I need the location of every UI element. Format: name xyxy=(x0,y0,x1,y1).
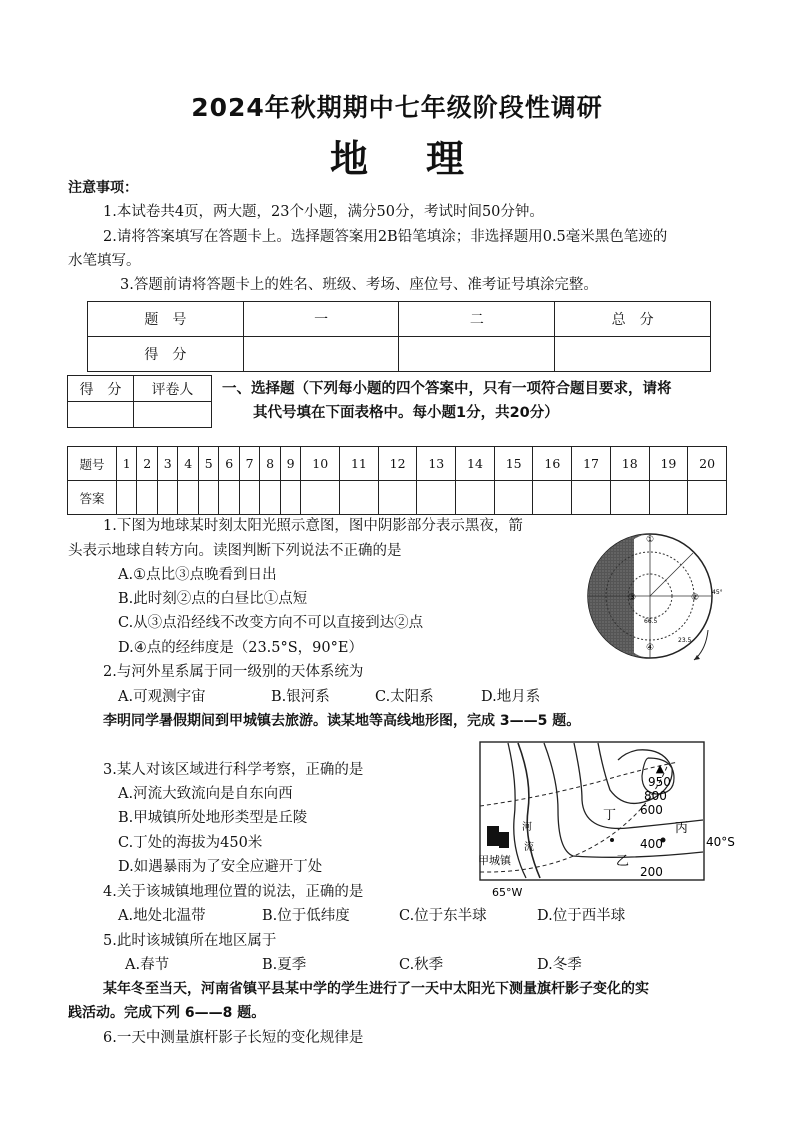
answer-table-number: 13 xyxy=(417,447,456,481)
answer-cell[interactable] xyxy=(157,481,177,515)
contour-label-200: 200 xyxy=(640,865,663,879)
point-2-label: ② xyxy=(691,593,700,603)
notes-heading: 注意事项： xyxy=(68,180,138,196)
label-lon: 65°W xyxy=(492,886,523,899)
answer-table-number: 15 xyxy=(494,447,533,481)
score-header-part2: 二 xyxy=(399,302,555,337)
score-row-label: 得 分 xyxy=(88,337,244,372)
q3-option-d: D.如遇暴雨为了安全应避开丁处 xyxy=(118,859,323,875)
score-header-part1: 一 xyxy=(243,302,399,337)
note-2: 2.请将答案填写在答题卡上。选择题答案用2B铅笔填涂；非选择题用0.5毫米黑色笔迹的 xyxy=(103,229,668,245)
note-1: 1.本试卷共4页，两大题，23个小题，满分50分，考试时间50分钟。 xyxy=(103,204,544,220)
grader-score-cell[interactable] xyxy=(68,402,134,428)
illumination-figure xyxy=(578,528,728,664)
angle-235-label: 23.5 xyxy=(678,637,692,644)
score-cell-part2[interactable] xyxy=(399,337,555,372)
answer-table-number: 7 xyxy=(239,447,259,481)
q2-option-d: D.地月系 xyxy=(481,689,541,705)
q5-option-c: C.秋季 xyxy=(399,957,444,973)
q3-option-a: A.河流大致流向是自东向西 xyxy=(118,786,293,802)
point-3-label: ③ xyxy=(628,593,637,603)
q3-stem: 3.某人对该区域进行科学考察，正确的是 xyxy=(103,762,364,778)
answer-table-number: 8 xyxy=(260,447,280,481)
answer-table-number: 19 xyxy=(649,447,688,481)
q5-option-b: B.夏季 xyxy=(262,957,307,973)
q4-stem: 4.关于该城镇地理位置的说法，正确的是 xyxy=(103,884,364,900)
intro-q6-8: 某年冬至当天，河南省镇平县某中学的学生进行了一天中太阳光下测量旗杆影子变化的实 xyxy=(103,981,649,997)
score-cell-total[interactable] xyxy=(555,337,711,372)
answer-table-answer-label: 答案 xyxy=(68,481,117,515)
answer-table-number: 6 xyxy=(219,447,239,481)
answer-cell[interactable] xyxy=(378,481,417,515)
label-town: 甲城镇 xyxy=(478,854,511,867)
answer-table-number-label: 题号 xyxy=(68,447,117,481)
q1-option-b: B.此时刻②点的白昼比①点短 xyxy=(118,591,308,607)
label-lat: 40°S xyxy=(706,835,735,849)
contour-label-800: 800 xyxy=(644,789,667,803)
answer-cell[interactable] xyxy=(260,481,280,515)
q1-stem: 1.下图为地球某时刻太阳光照示意图，图中阴影部分表示黑夜，箭 xyxy=(103,518,523,534)
q1-option-a: A.①点比③点晚看到日出 xyxy=(118,567,277,583)
q1-option-c: C.从③点沿经线不改变方向不可以直接到达②点 xyxy=(118,615,424,631)
label-bing: 丙 xyxy=(675,821,689,836)
answer-table-number: 3 xyxy=(157,447,177,481)
angle-665-label: 66.5 xyxy=(644,618,658,625)
score-cell-part1[interactable] xyxy=(243,337,399,372)
answer-table-number: 9 xyxy=(280,447,300,481)
answer-table xyxy=(67,446,727,515)
q6-stem: 6.一天中测量旗杆影子长短的变化规律是 xyxy=(103,1030,364,1046)
answer-table-number: 10 xyxy=(301,447,340,481)
rotation-arrow-head xyxy=(694,655,700,660)
contour-label-600: 600 xyxy=(640,803,663,817)
answer-cell[interactable] xyxy=(688,481,727,515)
contour-point-400 xyxy=(610,838,614,842)
label-yi: 乙 xyxy=(616,854,630,869)
grader-name-cell[interactable] xyxy=(133,402,211,428)
map-frame xyxy=(480,742,704,880)
angle-45-label: 45° xyxy=(712,589,723,596)
answer-cell[interactable] xyxy=(198,481,218,515)
section1-heading: 一、选择题（下列每小题的四个答案中，只有一项符合题目要求，请将 xyxy=(222,381,672,397)
answer-table-number: 2 xyxy=(137,447,157,481)
q2-option-b: B.银河系 xyxy=(271,689,330,705)
note-2-cont: 水笔填写。 xyxy=(68,253,141,269)
answer-cell[interactable] xyxy=(219,481,239,515)
answer-cell[interactable] xyxy=(610,481,649,515)
q3-option-c: C.丁处的海拔为450米 xyxy=(118,835,263,851)
q1-stem-cont: 头表示地球自转方向。读图判断下列说法不正确的是 xyxy=(68,543,402,559)
answer-table-number: 1 xyxy=(117,447,137,481)
contour-map xyxy=(478,740,740,900)
grader-name-label: 评卷人 xyxy=(133,376,211,402)
point-4-label: ④ xyxy=(646,643,655,653)
note-3: 3.答题前请将答题卡上的姓名、班级、考场、座位号、准考证号填涂完整。 xyxy=(120,277,598,293)
q4-option-d: D.位于西半球 xyxy=(537,908,626,924)
town-block-2 xyxy=(499,832,509,848)
exam-title: 2024年秋期期中七年级阶段性调研 xyxy=(191,93,603,122)
answer-cell[interactable] xyxy=(456,481,495,515)
answer-table-number: 12 xyxy=(378,447,417,481)
answer-table-number: 4 xyxy=(178,447,198,481)
q2-stem: 2.与河外星系属于同一级别的天体系统为 xyxy=(103,664,364,680)
answer-cell[interactable] xyxy=(178,481,198,515)
q4-option-c: C.位于东半球 xyxy=(399,908,487,924)
q5-option-d: D.冬季 xyxy=(537,957,582,973)
q1-option-d: D.④点的经纬度是（23.5°S，90°E） xyxy=(118,640,363,656)
answer-cell[interactable] xyxy=(572,481,611,515)
q2-option-c: C.太阳系 xyxy=(375,689,434,705)
q3-option-b: B.甲城镇所处地形类型是丘陵 xyxy=(118,810,308,826)
grader-score-label: 得 分 xyxy=(68,376,134,402)
town-block-1 xyxy=(487,826,499,846)
q2-option-a: A.可观测宇宙 xyxy=(118,689,206,705)
answer-cell[interactable] xyxy=(117,481,137,515)
score-header-label: 题 号 xyxy=(88,302,244,337)
answer-cell[interactable] xyxy=(340,481,379,515)
answer-table-number: 17 xyxy=(572,447,611,481)
answer-table-number: 20 xyxy=(688,447,727,481)
q4-option-a: A.地处北温带 xyxy=(118,908,206,924)
q5-option-a: A.春节 xyxy=(125,957,170,973)
peak-marker: ▲ xyxy=(655,762,665,775)
answer-cell[interactable] xyxy=(649,481,688,515)
answer-cell[interactable] xyxy=(494,481,533,515)
contour-label-950: 950 xyxy=(648,775,671,789)
subject-title: 地理 xyxy=(329,137,522,181)
q5-stem: 5.此时该城镇所在地区属于 xyxy=(103,933,277,949)
q4-option-b: B.位于低纬度 xyxy=(262,908,350,924)
answer-cell[interactable] xyxy=(417,481,456,515)
answer-cell[interactable] xyxy=(239,481,259,515)
score-table xyxy=(87,301,711,372)
answer-cell[interactable] xyxy=(280,481,300,515)
score-header-total: 总 分 xyxy=(555,302,711,337)
contour-label-400: 400 xyxy=(640,837,663,851)
intro-q3-5: 李明同学暑假期间到甲城镇去旅游。读某地等高线地形图，完成 3——5 题。 xyxy=(103,713,581,729)
point-1-label: ① xyxy=(646,535,655,545)
label-river-2: 流 xyxy=(524,842,534,853)
answer-table-number: 11 xyxy=(340,447,379,481)
answer-cell[interactable] xyxy=(137,481,157,515)
answer-table-number: 14 xyxy=(456,447,495,481)
label-river-1: 河 xyxy=(522,822,532,833)
section1-heading-cont: 其代号填在下面表格中。每小题1分，共20分） xyxy=(253,405,559,421)
label-ding: 丁 xyxy=(603,808,617,823)
answer-cell[interactable] xyxy=(533,481,572,515)
grader-box xyxy=(67,375,212,428)
intro-q6-8-cont: 践活动。完成下列 6——8 题。 xyxy=(68,1005,266,1021)
answer-table-number: 16 xyxy=(533,447,572,481)
answer-table-number: 18 xyxy=(610,447,649,481)
answer-table-number: 5 xyxy=(198,447,218,481)
answer-cell[interactable] xyxy=(301,481,340,515)
